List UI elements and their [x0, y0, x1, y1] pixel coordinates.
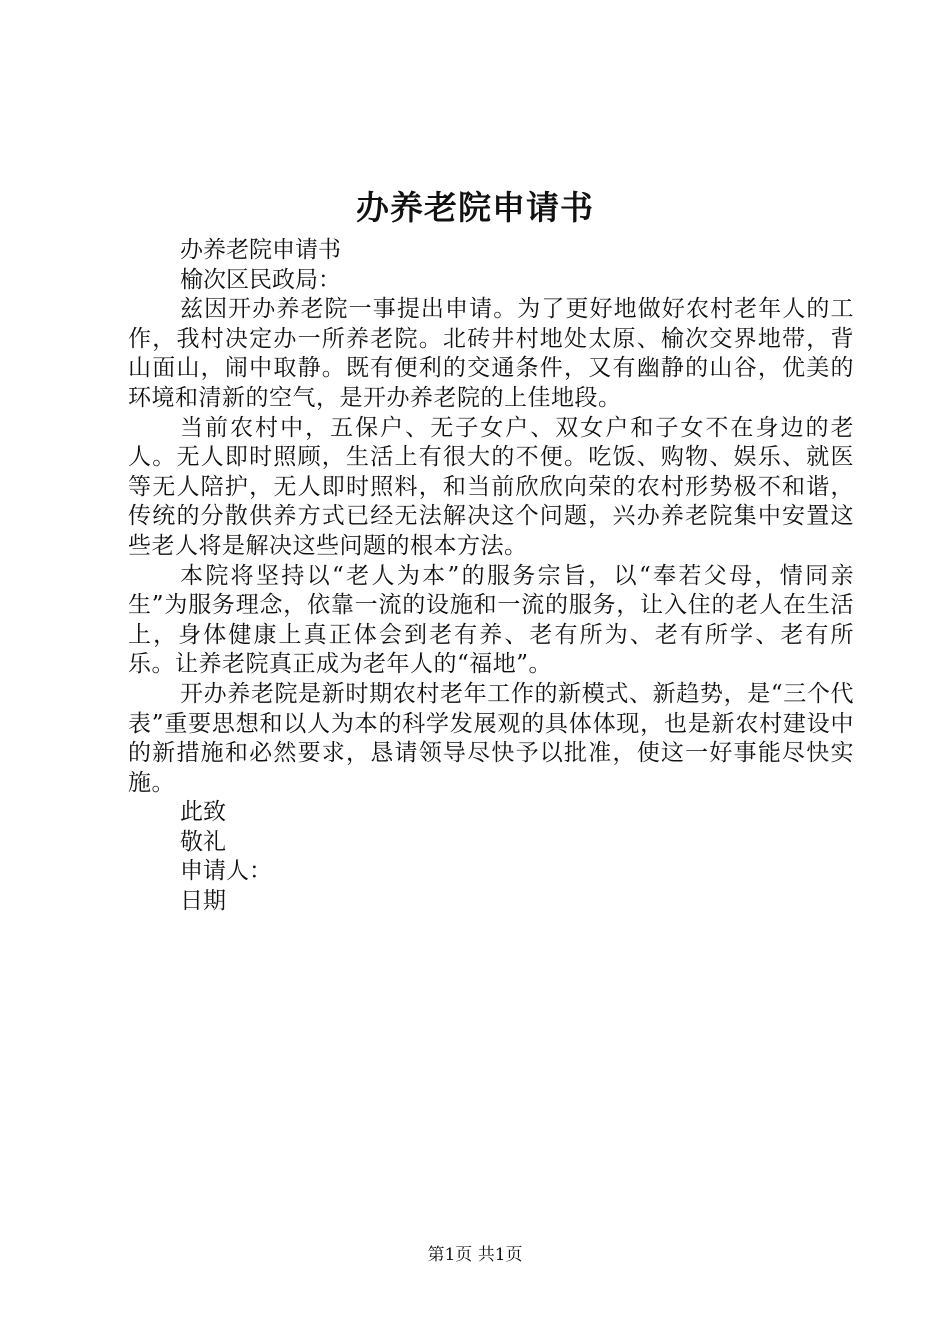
paragraph-4: 开办养老院是新时期农村老年工作的新模式、新趋势，是“三个代表”重要思想和以人为本的科学发展观的具体体现，也是新农村建设中的新措施和必然要求，恳请领导尽快予以批准，使这一好事能尽快实施。 [128, 680, 854, 796]
page-number: 第1页 共1页 [427, 1245, 523, 1265]
paragraph-1: 兹因开办养老院一事提出申请。为了更好地做好农村老年人的工作，我村决定办一所养老院。北砖井村地处太原、榆次交界地带，背山面山，闹中取静。既有便利的交通条件，又有幽静的山谷，优美的环境和清新的空气，是开办养老院的上佳地段。 [128, 296, 854, 411]
closing-regards: 敬礼 [180, 828, 226, 855]
date-label: 日期 [180, 888, 226, 915]
addressee: 榆次区民政局： [180, 266, 341, 293]
document-body [128, 236, 854, 917]
applicant-label: 申请人： [180, 858, 272, 885]
document-title: 办养老院申请书 [356, 188, 594, 227]
paragraph-2: 当前农村中，五保户、无子女户、双女户和子女不在身边的老人。无人即时照顾，生活上有很大的不便。吃饭、购物、娱乐、就医等无人陪护，无人即时照料，和当前欣欣向荣的农村形势极不和谐，传统的分散供养方式已经无法解决这个问题，兴办养老院集中安置这些老人将是解决这些问题的根本方法。 [128, 414, 854, 559]
document-subtitle: 办养老院申请书 [180, 237, 341, 263]
paragraph-3: 本院将坚持以“老人为本”的服务宗旨，以“奉若父母，情同亲生”为服务理念，依靠一流的设施和一流的服务，让入住的老人在生活上，身体健康上真正体会到老有养、老有所为、老有所学、老有所乐。让养老院真正成为老年人的“福地”。 [128, 562, 854, 678]
closing-salutation: 此致 [180, 799, 226, 826]
